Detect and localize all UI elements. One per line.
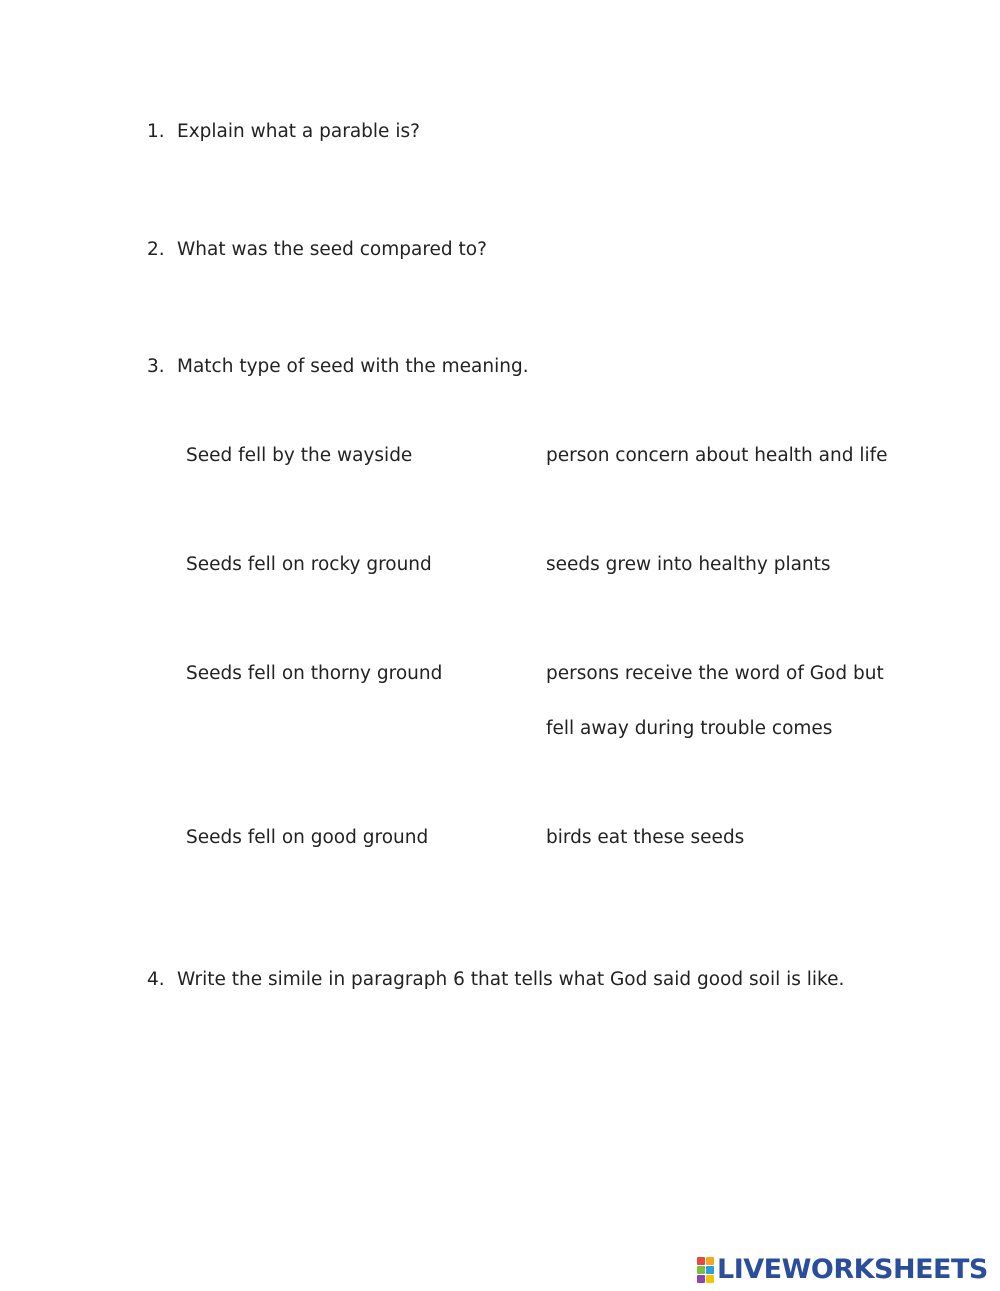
match-left-item: Seeds fell on rocky ground (186, 554, 432, 575)
logo-text: LIVEWORKSHEETS (717, 1254, 988, 1285)
question-text: Explain what a parable is? (177, 121, 420, 142)
match-right-item: persons receive the word of God but (546, 663, 884, 684)
logo-block (706, 1266, 714, 1274)
logo-block (697, 1257, 705, 1265)
question-3 (147, 355, 529, 379)
match-right-item: person concern about health and life (546, 445, 888, 466)
logo-block (706, 1275, 714, 1283)
question-text: Write the simile in paragraph 6 that tells what God said good soil is like. (177, 969, 845, 990)
question-text: What was the seed compared to? (177, 239, 487, 260)
match-left-item: Seeds fell on thorny ground (186, 663, 443, 684)
question-number: 4. (147, 969, 165, 990)
liveworksheets-logo (697, 1255, 988, 1285)
match-right-item: seeds grew into healthy plants (546, 554, 831, 575)
question-number: 1. (147, 121, 165, 142)
logo-block (697, 1266, 705, 1274)
question-text: Match type of seed with the meaning. (177, 356, 529, 377)
question-number: 3. (147, 356, 165, 377)
logo-block (706, 1257, 714, 1265)
question-number: 2. (147, 239, 165, 260)
question-2 (147, 238, 487, 262)
match-left-item: Seed fell by the wayside (186, 445, 413, 466)
question-4 (147, 968, 844, 992)
match-left-item: Seeds fell on good ground (186, 827, 429, 848)
logo-block (697, 1275, 705, 1283)
match-right-item: birds eat these seeds (546, 827, 745, 848)
logo-blocks-icon (697, 1257, 714, 1283)
match-right-item-continuation: fell away during trouble comes (546, 718, 833, 739)
question-1 (147, 120, 420, 144)
